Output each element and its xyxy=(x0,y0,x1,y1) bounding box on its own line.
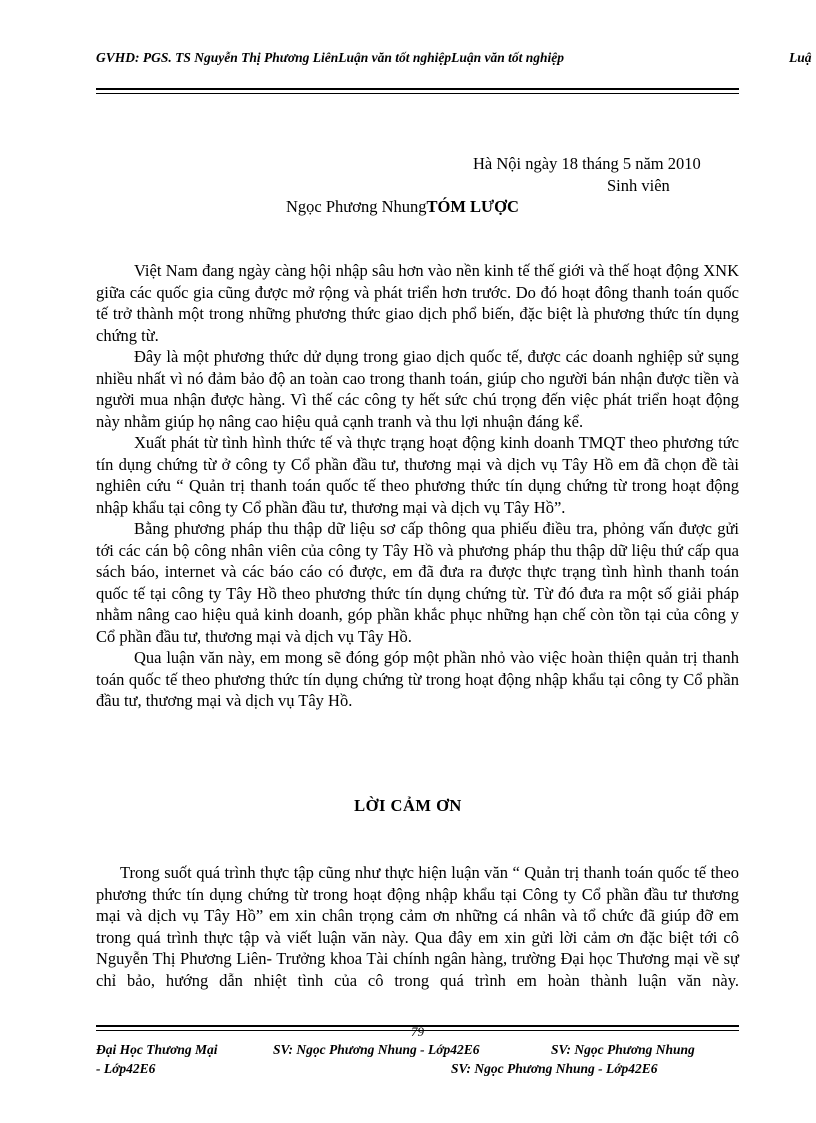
page-header xyxy=(0,40,816,80)
student-name: Ngọc Phương Nhung xyxy=(286,197,427,216)
summary-title: TÓM LƯỢC xyxy=(426,197,519,216)
summary-paragraph-5: Qua luận văn này, em mong sẽ đóng góp một phần nhỏ vào việc hoàn thiện quản trị thanh toán quốc tế theo phương thức tín dụng chứng từ trong hoạt động nhập khẩu tại công ty Cổ phần đầu tư, thương mại và dịch vụ Tây Hồ. xyxy=(96,648,739,710)
student-label: Sinh viên xyxy=(607,176,670,195)
page-number: 79 xyxy=(411,1024,424,1039)
summary-paragraph-2: Đây là một phương thức dử dụng trong giao dịch quốc tế, được các doanh nghiệp sử sụng nhiều nhất vì nó đảm bảo độ an toàn cao trong thanh toán, giúp cho người bán nhận được tiền và người mua nhận được hàng. Vì thế các công ty hết sức chú trọng đến việc phát triển hoạt động này nhằm giúp họ nâng cao hiệu quả cạnh tranh và thu lợi nhuận đáng kể. xyxy=(96,347,739,431)
summary-paragraph-3: Xuất phát từ tình hình thức tế và thực trạng hoạt động kinh doanh TMQT theo phương tức tín dụng chứng từ ở công ty Cổ phần đầu tư, thương mại và dịch vụ Tây Hồ em đã chọn đề tài nghiên cứu “ Quản trị thanh toán quốc tế theo phương thức tín dụng chứng từ trong hoạt động nhập khẩu tại công ty Cổ phần đầu tư, thương mại và dịch vụ Tây Hồ”. xyxy=(96,433,739,517)
header-rule-thin xyxy=(96,93,739,94)
footer-student-3: SV: Ngọc Phương Nhung - Lớp42E6 xyxy=(451,1061,658,1076)
footer-student-1: SV: Ngọc Phương Nhung - Lớp42E6 xyxy=(273,1042,480,1057)
footer-student-2-class: - Lớp42E6 xyxy=(96,1061,156,1076)
summary-body xyxy=(96,260,739,712)
date-line: Hà Nội ngày 18 tháng 5 năm 2010 xyxy=(473,154,701,173)
thanks-paragraph: Trong suốt quá trình thực tập cũng như thực hiện luận văn “ Quản trị thanh toán quốc tế theo phương thức tín dụng chứng từ trong hoạt động nhập khẩu tại Công ty Cổ phần đầu tư thương mại và dịch vụ Tây Hồ” em xin chân trọng cảm ơn những cá nhân và tổ chức đã giúp đỡ em trong quá trình thực tập và viết luận văn này. Qua đây em xin gửi lời cảm ơn đặc biệt tới cô Nguyễn Thị Phương Liên- Trưởng khoa Tài chính ngân hàng, trường Đại học Thương mại về sự chỉ bảo, hướng dẫn nhiệt tình của cô trong quá trình em hoàn thành luận văn này. xyxy=(96,863,739,990)
summary-paragraph-4: Bằng phương pháp thu thập dữ liệu sơ cấp thông qua phiếu điều tra, phỏng vấn được gửi tới các cán bộ công nhân viên của công ty Tây Hồ và phương pháp thu thập dữ liệu thứ cấp qua sách báo, internet và các báo cáo có được, em đã đưa ra được thực trạng tình hình thanh toán quốc tế tại công ty Tây Hồ theo phương thức tín dụng chứng từ. Từ đó đưa ra một số giải pháp nhằm nâng cao hiệu quả kinh doanh, góp phần khắc phục những hạn chế còn tồn tại của công y Cổ phần đầu tư, thương mại và dịch vụ Tây Hồ. xyxy=(96,519,739,646)
header-right-text: Luậ xyxy=(789,50,812,65)
summary-paragraph-1: Việt Nam đang ngày càng hội nhập sâu hơn vào nền kinh tế thế giới và thế hoạt động XNK giữa các quốc gia cũng được mở rộng và phát triển hơn trước. Do đó hoạt đông thanh toán quốc tế trở thành một trong những phương thức giao dịch phổ biến, đặc biệt là phương thức tín dụng chứng từ. xyxy=(96,261,739,345)
student-name-and-summary-title xyxy=(286,197,519,217)
header-rule-thick xyxy=(96,88,739,90)
thanks-body xyxy=(96,862,739,991)
page-footer xyxy=(96,1040,739,1078)
footer-university: Đại Học Thương Mại xyxy=(96,1042,218,1057)
header-advisor-text: GVHD: PGS. TS Nguyễn Thị Phương LiênLuận văn tốt nghiệpLuận văn tốt nghiệp xyxy=(96,50,565,65)
footer-student-2: SV: Ngọc Phương Nhung xyxy=(551,1042,695,1057)
thanks-title: LỜI CẢM ƠN xyxy=(354,796,462,815)
